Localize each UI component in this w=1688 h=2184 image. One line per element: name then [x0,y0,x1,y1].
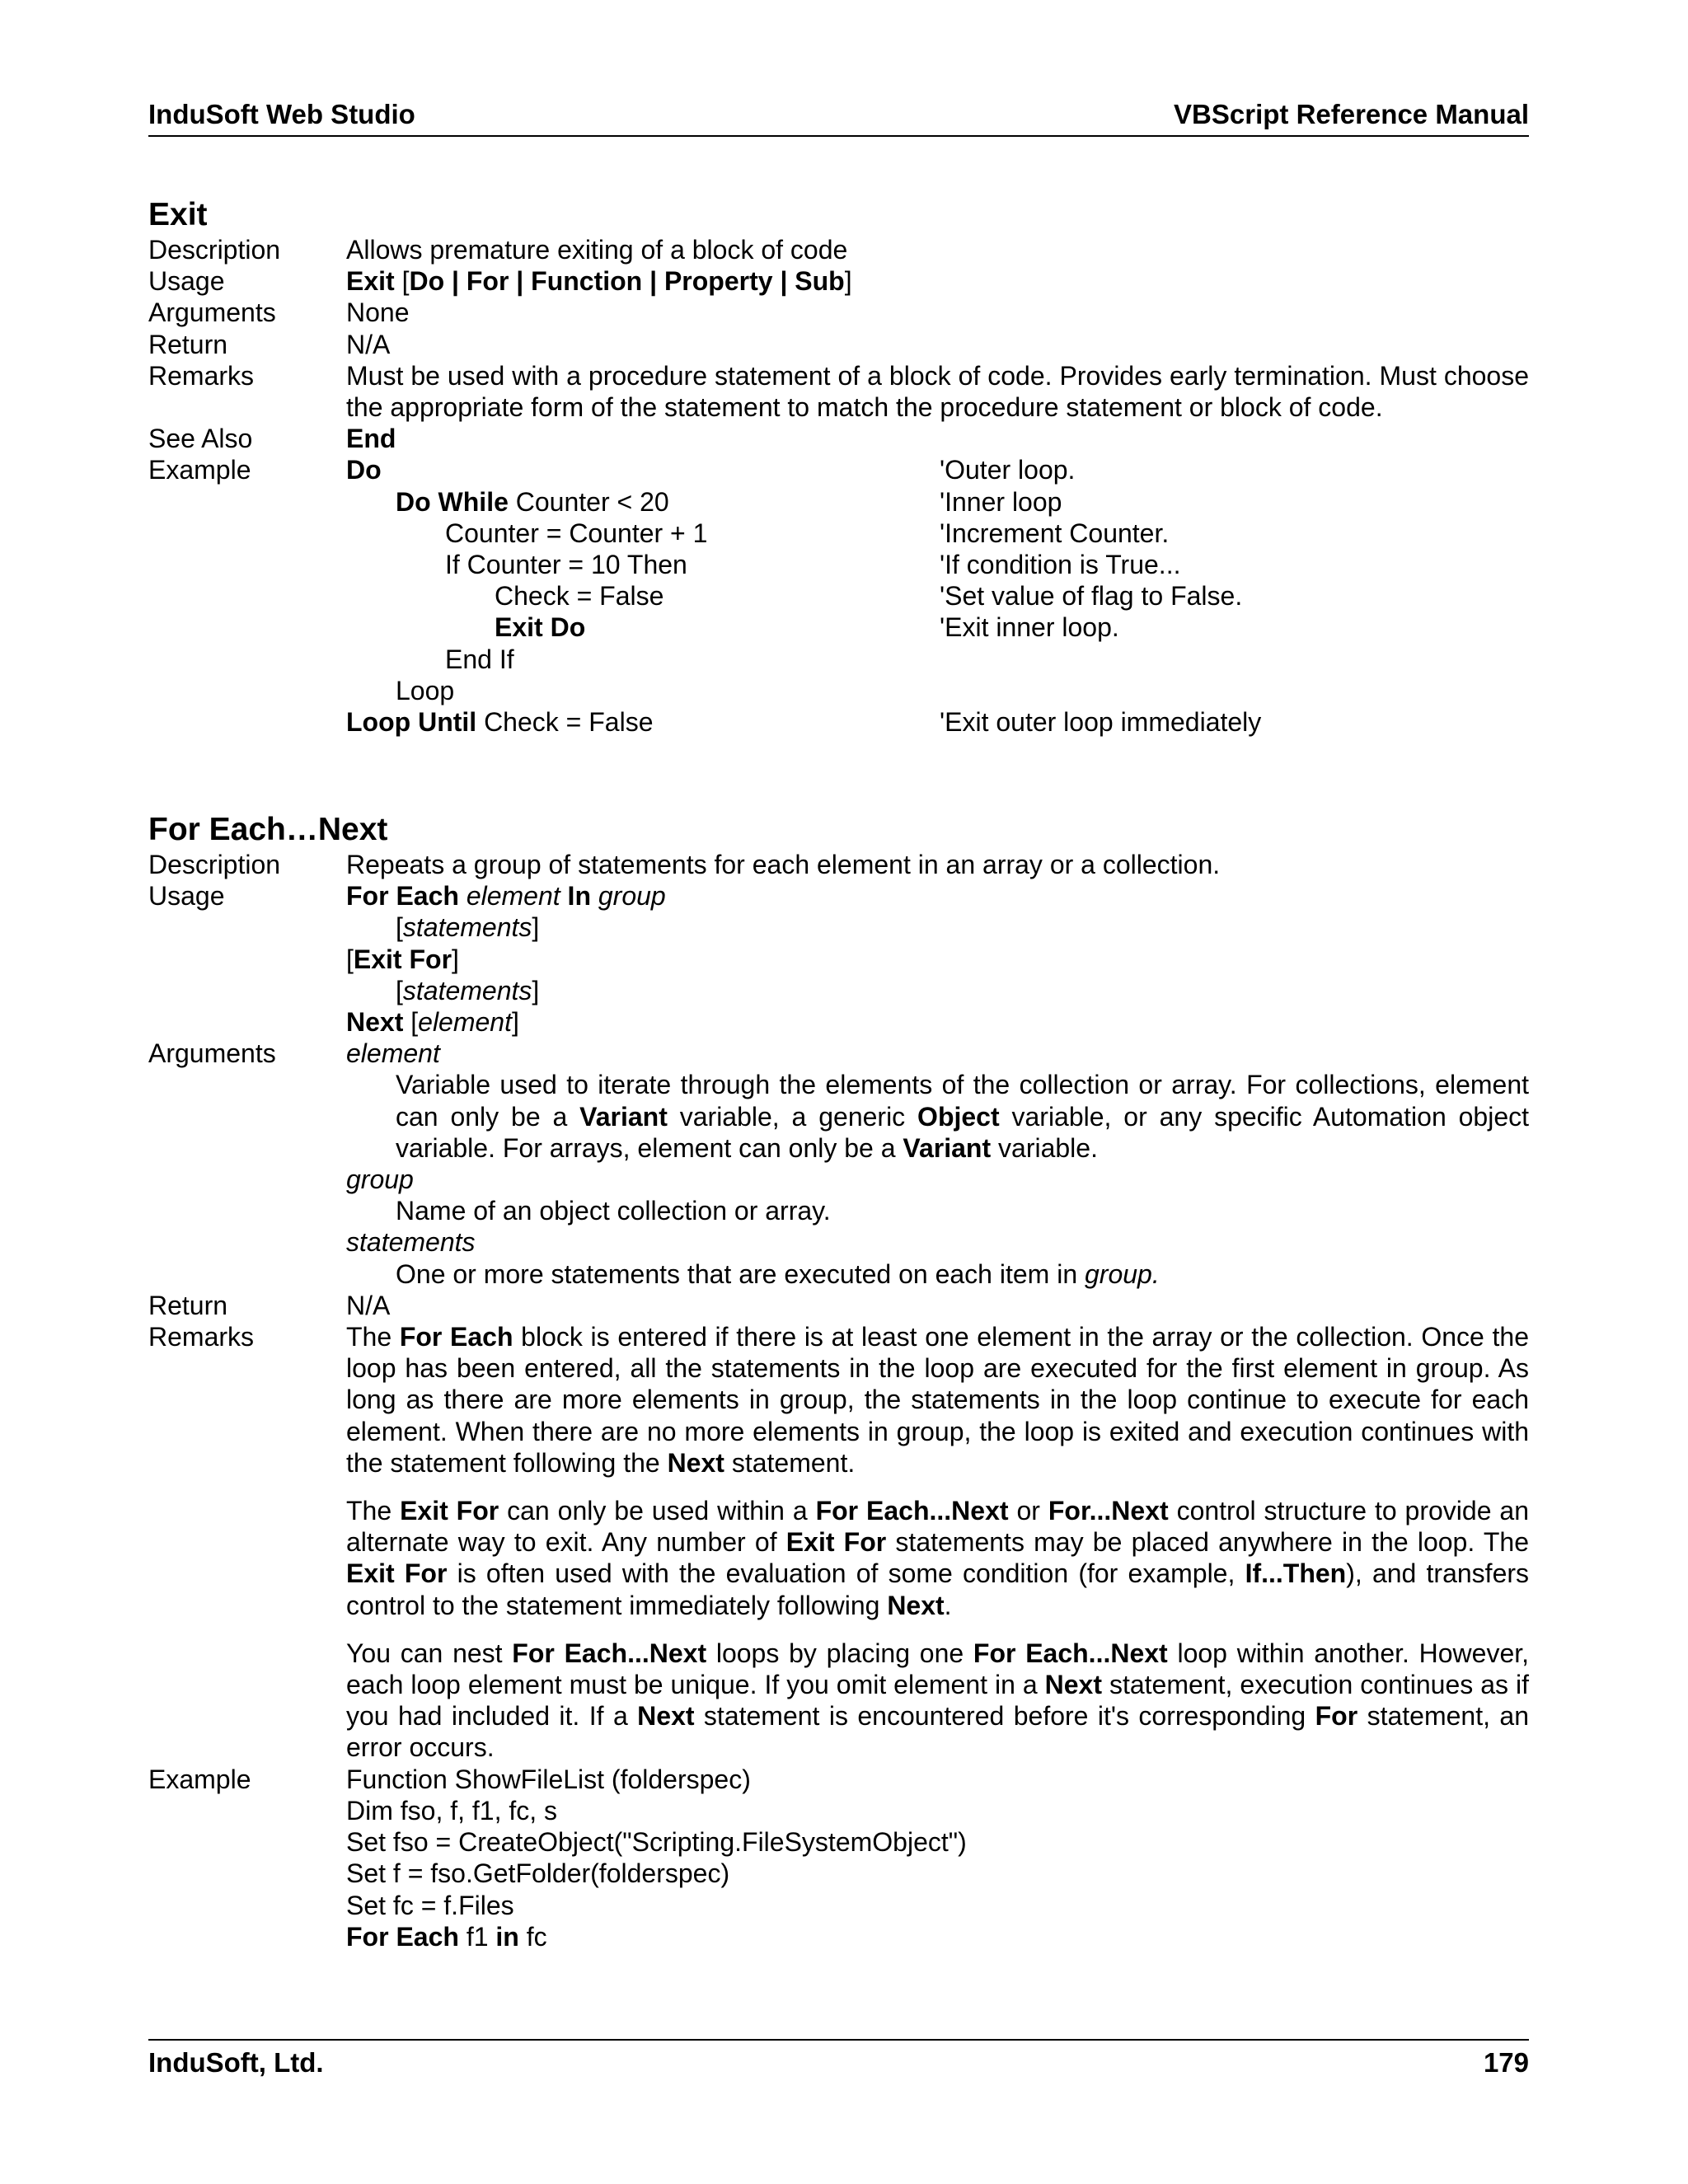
arg-group-desc: Name of an object collection or array. [396,1196,831,1226]
foreach-example-row [148,1764,1529,1952]
exit-remarks: Must be used with a procedure statement of a block of code. Provides early termination. Must choose the appropriate form of the statement to match the procedure statement or block of code. [346,360,1529,423]
foreach-description-row [148,849,1529,880]
foreach-section [148,811,1529,1952]
header-manual-title: VBScript Reference Manual [1174,99,1529,129]
remarks-paragraph-3: You can nest For Each...Next loops by placing one For Each...Next loop within another. However, each loop element must be unique. If you omit element in a Next statement, execution continues as if you had included it. If a Next statement is encountered before it's corresponding For statement, an error occurs. [346,1638,1530,1763]
exit-usage: Exit [Do | For | Function | Property | Sub] [346,266,852,297]
foreach-return: N/A [346,1290,391,1320]
code-line: Loop [396,675,455,705]
exit-see-also: End [346,424,396,454]
label-description: Description [148,235,281,265]
foreach-description: Repeats a group of statements for each element in an array or a collection. [346,850,1221,879]
running-header [148,97,1529,137]
remarks-paragraph-2: The Exit For can only be used within a For Each...Next or For...Next control structure to provide an alternate way to exit. Any number of Exit For statements may be placed anywhere in the loop. The Exit For is often used with the evaluation of some condition (for example, If...Then), and transfers control to the statement immediately following Next. [346,1496,1530,1620]
foreach-heading: For Each…Next [148,812,388,847]
exit-example-row [148,454,1529,738]
arg-statements-desc: One or more statements that are executed on each item in group. [396,1258,1160,1289]
code-line: Do 'Outer loop. [346,455,1076,485]
label-arguments: Arguments [148,1038,276,1069]
label-return: Return [148,329,228,359]
exit-usage-row [148,265,1529,297]
foreach-remarks [346,1321,1529,1764]
code-line: Exit Do 'Exit inner loop. [495,612,1119,643]
label-usage: Usage [148,266,225,297]
label-usage: Usage [148,881,225,912]
label-example: Example [148,455,251,485]
label-remarks: Remarks [148,360,255,391]
foreach-remarks-row [148,1321,1529,1764]
exit-description: Allows premature exiting of a block of code [346,235,848,265]
label-arguments: Arguments [148,298,276,328]
code-line: Check = False 'Set value of flag to False. [495,581,1243,612]
exit-return-row [148,329,1529,360]
code-line: Set fc = f.Files [346,1890,514,1920]
exit-remarks-row [148,360,1529,423]
foreach-usage-row [148,880,1529,1038]
code-line: Dim fso, f, f1, fc, s [346,1795,558,1825]
exit-arguments-row [148,297,1529,328]
code-line: Function ShowFileList (folderspec) [346,1764,751,1794]
exit-heading: Exit [148,197,208,232]
exit-return: N/A [346,329,391,359]
foreach-usage: For Each element In group [statements] [Exit For] [statements] Next [element] [346,881,666,1038]
code-line: Loop Until Check = False 'Exit outer loop immediately [346,707,1262,738]
footer-company: InduSoft, Ltd. [148,2047,324,2078]
exit-example-code [346,454,1529,738]
label-see-also: See Also [148,424,253,454]
foreach-arguments: element Variable used to iterate through the elements of the collection or array. For collections, element can only be a Variant variable, a generic Object variable, or any specific Automation object variable. For arrays, element can only be a Variant variable. group Name of an object collection or array. statements One or more statements that are executed on each item in group. [346,1038,1530,1289]
remarks-paragraph-1: The For Each block is entered if there is at least one element in the array or the collection. Once the loop has been entered, all the statements in the loop are executed for the first element in group. As long as there are more elements in group, the statements in the loop continue to execute for each element. When there are no more elements in group, the loop is exited and execution continues with the statement following the Next statement. [346,1322,1530,1478]
foreach-example-code [346,1764,1529,1952]
label-description: Description [148,850,281,879]
running-footer [148,2039,1529,2079]
exit-arguments: None [346,298,410,328]
label-return: Return [148,1290,228,1320]
code-line: Counter = Counter + 1 'Increment Counter. [445,518,1170,548]
code-line: If Counter = 10 Then 'If condition is True... [445,550,1181,580]
exit-see-also-row [148,423,1529,454]
arg-element-desc: Variable used to iterate through the elements of the collection or array. For collections, element can only be a Variant variable, a generic Object variable, or any specific Automation object variable. For arrays, element can only be a Variant variable. [396,1070,1530,1163]
exit-section [148,196,1529,738]
label-remarks: Remarks [148,1322,255,1352]
page-number: 179 [1483,2047,1529,2078]
code-line: Set f = fso.GetFolder(folderspec) [346,1858,730,1889]
code-line: Set fso = CreateObject("Scripting.FileSystemObject") [346,1827,967,1858]
foreach-return-row [148,1290,1529,1321]
code-line: For Each f1 in fc [346,1921,547,1952]
exit-description-row [148,234,1529,265]
label-example: Example [148,1764,251,1794]
foreach-arguments-row [148,1038,1529,1290]
code-line: Do While Counter < 20 'Inner loop [396,486,1062,517]
code-line: End If [445,644,514,674]
header-product: InduSoft Web Studio [148,99,415,129]
